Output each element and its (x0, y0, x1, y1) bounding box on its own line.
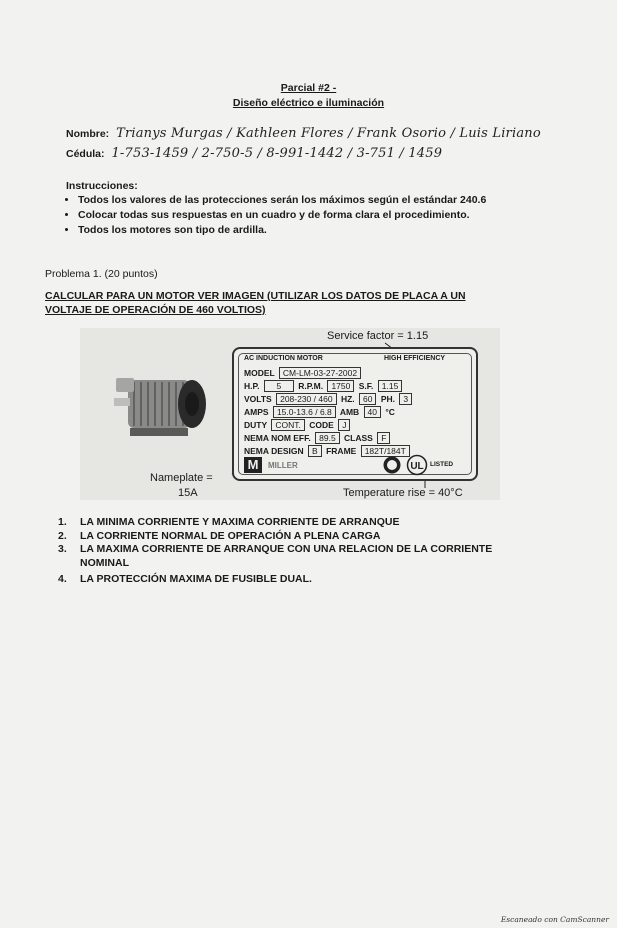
hz-value: 60 (359, 393, 376, 405)
nameplate-label: Nameplate = (150, 472, 213, 484)
plate-eff-row (244, 432, 392, 444)
nema-design-value: B (308, 445, 322, 457)
frame-label: FRAME (326, 446, 357, 456)
ul-logo-icon (406, 454, 428, 476)
svg-text:UL: UL (410, 461, 424, 472)
service-factor-label: Service factor = 1.15 (327, 330, 429, 342)
nombre-handwritten: Trianys Murgas / Kathleen Flores / Frank Osorio / Luis Liriano (116, 126, 541, 141)
problem-label: Problema 1. (20 puntos) (45, 268, 158, 280)
hp-label: H.P. (244, 381, 260, 391)
question-item (58, 516, 528, 530)
brand-name: MILLER (268, 461, 298, 470)
amps-value: 15.0-13.6 / 6.8 (273, 406, 336, 418)
plate-volts-row (244, 393, 414, 405)
volts-label: VOLTS (244, 394, 272, 404)
amps-label: AMPS (244, 407, 269, 417)
nameplate-card (232, 347, 478, 481)
ph-label: PH. (380, 394, 396, 404)
nombre-label: Nombre: (66, 128, 110, 140)
model-label: MODEL (244, 368, 275, 378)
rpm-label: R.P.M. (298, 381, 324, 391)
code-label: CODE (309, 420, 334, 430)
exam-title: Parcial #2 - (280, 82, 337, 94)
cedula-label: Cédula: (66, 148, 105, 160)
scanner-footer: Escaneado con CamScanner (500, 915, 609, 924)
questions-list (58, 516, 528, 587)
nema-eff-label: NEMA NOM EFF. (244, 433, 311, 443)
volts-value: 208-230 / 460 (276, 393, 336, 405)
rpm-value: 1750 (327, 380, 354, 392)
plate-model-row (244, 367, 363, 379)
question-item (58, 543, 528, 570)
plate-header-left: AC INDUCTION MOTOR (244, 355, 323, 362)
csa-logo-icon (382, 455, 402, 475)
code-value: J (338, 419, 350, 431)
sf-label: S.F. (358, 381, 374, 391)
question-number: 2. (58, 529, 67, 542)
ph-value: 3 (399, 393, 412, 405)
cedula-handwritten: 1-753-1459 / 2-750-5 / 8-991-1442 / 3-751 / 1459 (111, 146, 443, 161)
question-text: LA MINIMA CORRIENTE Y MAXIMA CORRIENTE DE ARRANQUE (80, 516, 400, 528)
class-value: F (377, 432, 390, 444)
amb-unit: °C (385, 407, 395, 417)
amb-value: 40 (364, 406, 381, 418)
nameplate-value: 15A (178, 487, 198, 499)
plate-duty-row (244, 419, 352, 431)
instruction-item: • Todos los motores son tipo de ardilla. (78, 223, 548, 237)
sf-value: 1.15 (378, 380, 403, 392)
plate-amps-row (244, 406, 395, 418)
nema-design-label: NEMA DESIGN (244, 446, 304, 456)
frame-value: 182T/184T (361, 445, 410, 457)
plate-header-right: HIGH EFFICIENCY (384, 355, 446, 362)
question-text: LA PROTECCIÓN MAXIMA DE FUSIBLE DUAL. (80, 573, 312, 585)
question-item (58, 573, 528, 587)
question-number: 4. (58, 573, 67, 585)
question-text: LA MAXIMA CORRIENTE DE ARRANQUE CON UNA RELACION DE LA CORRIENTE NOMINAL (80, 543, 493, 569)
listed-label: LISTED (430, 461, 454, 468)
question-number: 1. (58, 516, 67, 528)
duty-value: CONT. (271, 419, 305, 431)
instructions-heading: Instrucciones: (66, 180, 138, 192)
problem-statement: CALCULAR PARA UN MOTOR VER IMAGEN (UTILIZAR LOS DATOS DE PLACA A UN VOLTAJE DE OPERACIÓN DE 460 VOLTIOS) (45, 290, 466, 316)
question-number: 3. (58, 543, 67, 555)
hz-label: HZ. (340, 394, 355, 404)
hp-value: 5 (264, 380, 294, 392)
class-label: CLASS (344, 433, 373, 443)
nema-eff-value: 89.5 (315, 432, 340, 444)
question-text: LA CORRIENTE NORMAL DE OPERACIÓN A PLENA CARGA (80, 529, 381, 542)
plate-hp-row (244, 380, 404, 392)
temperature-rise-label: Temperature rise = 40°C (343, 487, 463, 499)
model-value: CM-LM-03-27-2002 (279, 367, 361, 379)
amb-label: AMB (339, 407, 360, 417)
miller-logo-icon: M (244, 457, 262, 473)
instruction-item: • Colocar todas sus respuestas en un cuadro y de forma clara el procedimiento. (78, 208, 548, 222)
instruction-item: • Todos los valores de las protecciones serán los máximos según el estándar 240.6 (78, 193, 548, 207)
duty-label: DUTY (244, 420, 267, 430)
exam-subtitle: Diseño eléctrico e iluminación (232, 97, 385, 109)
question-item (58, 530, 528, 544)
